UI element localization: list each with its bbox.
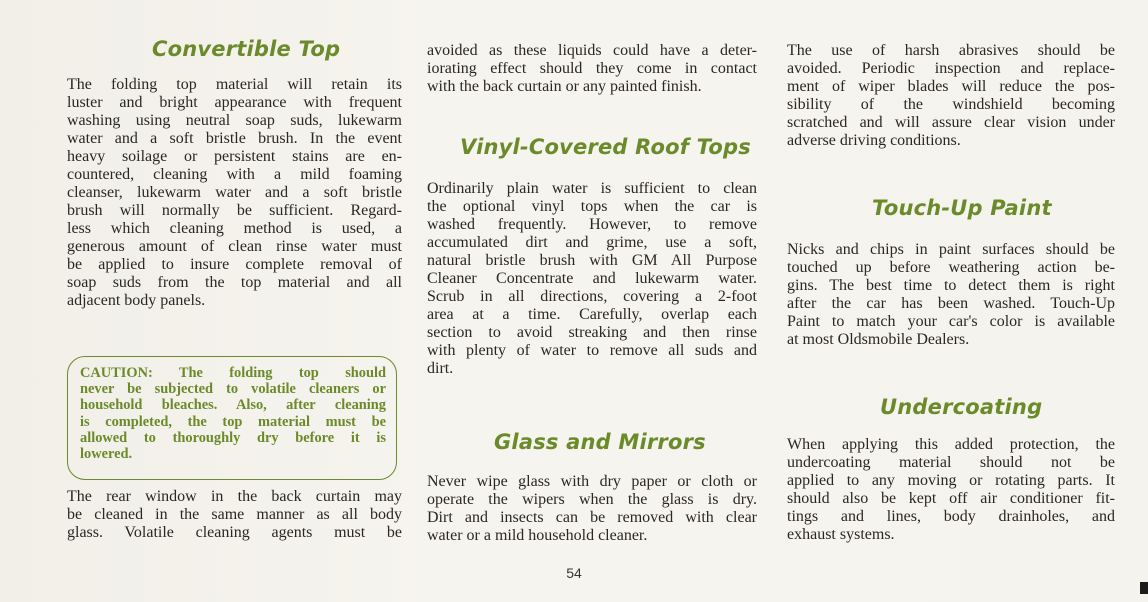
heading-touch-up-paint: Touch-Up Paint [872, 196, 1052, 220]
text-line: glass. Volatile cleaning agents must be [67, 524, 402, 541]
text-line: the optional vinyl tops when the car is [427, 198, 757, 215]
text-line: less which cleaning method is used, a [67, 220, 402, 237]
text-line: brush will normally be sufficient. Regard- [67, 202, 402, 219]
text-line: soap suds from the top material and all [67, 274, 402, 291]
text-line: undercoating material should not be [787, 454, 1115, 471]
caution-box [67, 356, 397, 480]
text-line: heavy soilage or persistent stains are en- [67, 148, 402, 165]
text-line: water or a mild household cleaner. [427, 527, 648, 544]
text-line: adjacent body panels. [67, 292, 206, 309]
convertible-top-paragraph [67, 76, 402, 310]
text-line: after the car has been washed. Touch-Up [787, 295, 1115, 312]
text-line: section to avoid streaking and then rinse [427, 324, 757, 341]
heading-convertible-top: Convertible Top [152, 37, 341, 61]
text-line: scratched and will assure clear vision under [787, 114, 1115, 131]
vinyl-roof-paragraph [427, 180, 757, 378]
wiper-paragraph [787, 42, 1115, 150]
text-line: The folding top material will retain its [67, 76, 402, 93]
abrasive-continuation-paragraph [427, 42, 757, 96]
text-line: The use of harsh abrasives should be [787, 42, 1115, 59]
text-line: Never wipe glass with dry paper or cloth or [427, 473, 757, 490]
caution-line: lowered. [80, 446, 133, 463]
scan-edge-mark [1140, 582, 1148, 594]
text-line: cleanser, lukewarm water and a soft bristle [67, 184, 402, 201]
text-line: at most Oldsmobile Dealers. [787, 331, 970, 348]
text-line: applied to any moving or rotating parts. It [787, 472, 1115, 489]
text-line: natural bristle brush with GM All Purpose [427, 252, 757, 269]
text-line: washing using neutral soap suds, lukewarm [67, 112, 402, 129]
undercoating-paragraph [787, 436, 1115, 544]
touch-up-paragraph [787, 241, 1115, 349]
text-line: Dirt and insects can be removed with clear [427, 509, 757, 526]
text-line: area at a time. Carefully, overlap each [427, 306, 757, 323]
text-line: Cleaner Concentrate and lukewarm water. [427, 270, 757, 287]
text-line: with plenty of water to remove all suds and [427, 342, 757, 359]
text-line: Paint to match your car's color is available [787, 313, 1115, 330]
caution-line: CAUTION: The folding top should [80, 365, 386, 381]
page-number: 54 [566, 565, 582, 581]
text-line: with the back curtain or any painted finish. [427, 78, 702, 95]
heading-glass-and-mirrors: Glass and Mirrors [494, 430, 706, 454]
text-line: be applied to insure complete removal of [67, 256, 402, 273]
text-line: ment of wiper blades will reduce the pos- [787, 78, 1115, 95]
text-line: countered, cleaning with a mild foaming [67, 166, 402, 183]
caution-line: allowed to thoroughly dry before it is [80, 429, 386, 446]
text-line: sibility of the windshield becoming [787, 96, 1115, 113]
text-line: Scrub in all directions, covering a 2-foot [427, 288, 757, 305]
text-line: adverse driving conditions. [787, 132, 961, 149]
text-line: avoided. Periodic inspection and replace- [787, 60, 1115, 77]
rear-window-paragraph [67, 488, 402, 542]
text-line: operate the wipers when the glass is dry. [427, 491, 757, 508]
text-line: When applying this added protection, the [787, 436, 1115, 453]
heading-undercoating: Undercoating [880, 395, 1043, 419]
text-line: accumulated dirt and grime, use a soft, [427, 234, 757, 251]
text-line: The rear window in the back curtain may [67, 488, 402, 505]
caution-line: never be subjected to volatile cleaners or [80, 381, 386, 398]
text-line: avoided as these liquids could have a deter- [427, 42, 757, 59]
heading-vinyl-roof-tops: Vinyl-Covered Roof Tops [460, 135, 751, 159]
glass-mirrors-paragraph [427, 473, 757, 545]
text-line: tings and lines, body drainholes, and [787, 508, 1115, 525]
text-line: gins. The best time to detect them is right [787, 277, 1115, 294]
caution-line: household bleaches. Also, after cleaning [80, 397, 386, 414]
text-line: generous amount of clean rinse water must [67, 238, 402, 255]
text-line: luster and bright appearance with frequent [67, 94, 402, 111]
caution-line: is completed, the top material must be [80, 413, 386, 430]
text-line: water and a soft bristle brush. In the event [67, 130, 402, 147]
text-line: dirt. [427, 360, 454, 377]
text-line: Nicks and chips in paint surfaces should be [787, 241, 1115, 258]
text-line: washed frequently. However, to remove [427, 216, 757, 233]
text-line: Ordinarily plain water is sufficient to clean [427, 180, 757, 197]
text-line: iorating effect should they come in contact [427, 60, 757, 77]
text-line: be cleaned in the same manner as all body [67, 506, 402, 523]
text-line: touched up before weathering action be- [787, 259, 1115, 276]
text-line: should also be kept off air conditioner fit- [787, 490, 1115, 507]
text-line: exhaust systems. [787, 526, 895, 543]
